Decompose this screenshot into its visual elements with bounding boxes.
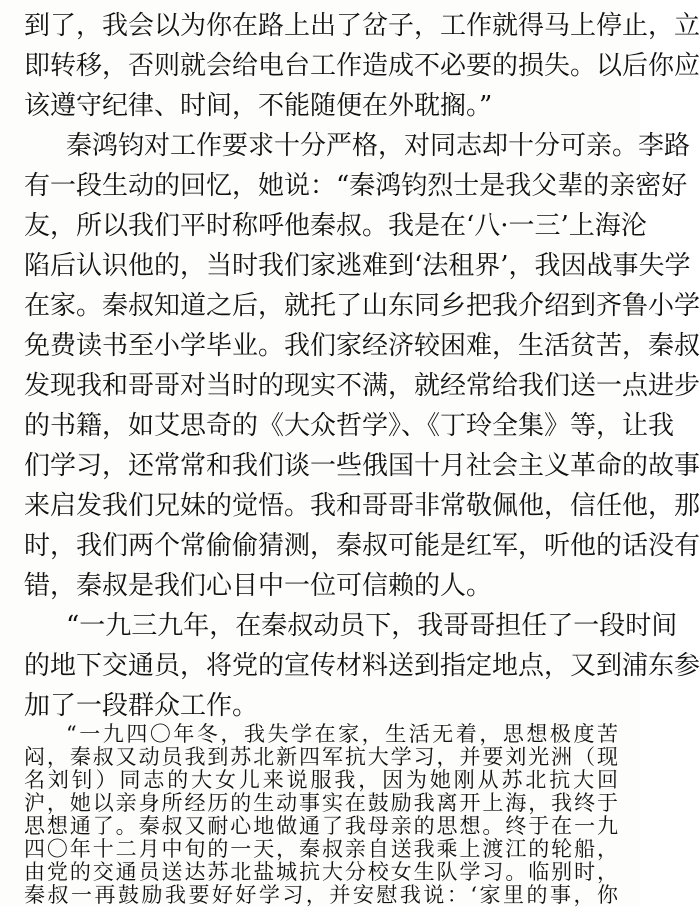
text-line: 四〇年十二月中旬的一天，秦叔亲自送我乘上渡江的轮船， [24, 837, 618, 861]
text-line: 思想通了。秦叔又耐心地做通了我母亲的思想。终于在一九 [24, 814, 618, 838]
text-line: “一九三九年，在秦叔动员下，我哥哥担任了一段时间 [66, 611, 678, 641]
text-line: 名刘钊）同志的大女儿来说服我，因为她刚从苏北抗大回 [24, 768, 618, 792]
text-line: 由党的交通员送达苏北盐城抗大分校女生队学习。临别时， [24, 860, 618, 884]
text-line: 陷后认识他的，当时我们家逃难到‘法租界’，我因战事失学 [24, 251, 691, 281]
text-line: “一九四〇年冬，我失学在家，生活无着，思想极度苦 [66, 722, 618, 746]
text-line: 发现我和哥哥对当时的现实不满，就经常给我们送一点进步 [24, 371, 700, 401]
text-line: 的地下交通员，将党的宣传材料送到指定地点，又到浦东参 [24, 651, 700, 681]
text-line: 免费读书至小学毕业。我们家经济较困难，生活贫苦，秦叔 [24, 331, 700, 361]
text-line: 在家。秦叔知道之后，就托了山东同乡把我介绍到齐鲁小学 [24, 291, 700, 321]
text-line: 到了，我会以为你在路上出了岔子，工作就得马上停止，立 [24, 11, 700, 41]
text-line: 的书籍，如艾思奇的《大众哲学》、《丁玲全集》等，让我 [24, 411, 675, 441]
text-line: 秦鸿钧对工作要求十分严格，对同志却十分可亲。李路 [66, 131, 691, 161]
text-line: 该遵守纪律、时间，不能随便在外耽搁。” [24, 91, 493, 121]
text-line: 加了一段群众工作。 [24, 691, 259, 721]
text-line: 秦叔一再鼓励我要好好学习，并安慰我说：‘家里的事，你 [24, 883, 618, 907]
text-line: 错，秦叔是我们心目中一位可信赖的人。 [24, 571, 493, 601]
text-line: 沪，她以亲身所经历的生动事实在鼓励我离开上海，我终于 [24, 791, 618, 815]
text-line: 时，我们两个常偷偷猜测，秦叔可能是红军，听他的话没有 [24, 531, 700, 561]
text-line: 即转移，否则就会给电台工作造成不必要的损失。以后你应 [24, 51, 700, 81]
text-line: 友，所以我们平时称呼他秦叔。我是在‘八·一三’上海沦 [24, 211, 647, 241]
text-line: 来启发我们兄妹的觉悟。我和哥哥非常敬佩他，信任他，那 [24, 491, 700, 521]
text-line: 闷，秦叔又动员我到苏北新四军抗大学习，并要刘光洲（现 [24, 745, 618, 769]
text-line: 们学习，还常常和我们谈一些俄国十月社会主义革命的故事 [24, 451, 700, 481]
text-line: 有一段生动的回忆，她说：“秦鸿钧烈士是我父辈的亲密好 [24, 171, 688, 201]
